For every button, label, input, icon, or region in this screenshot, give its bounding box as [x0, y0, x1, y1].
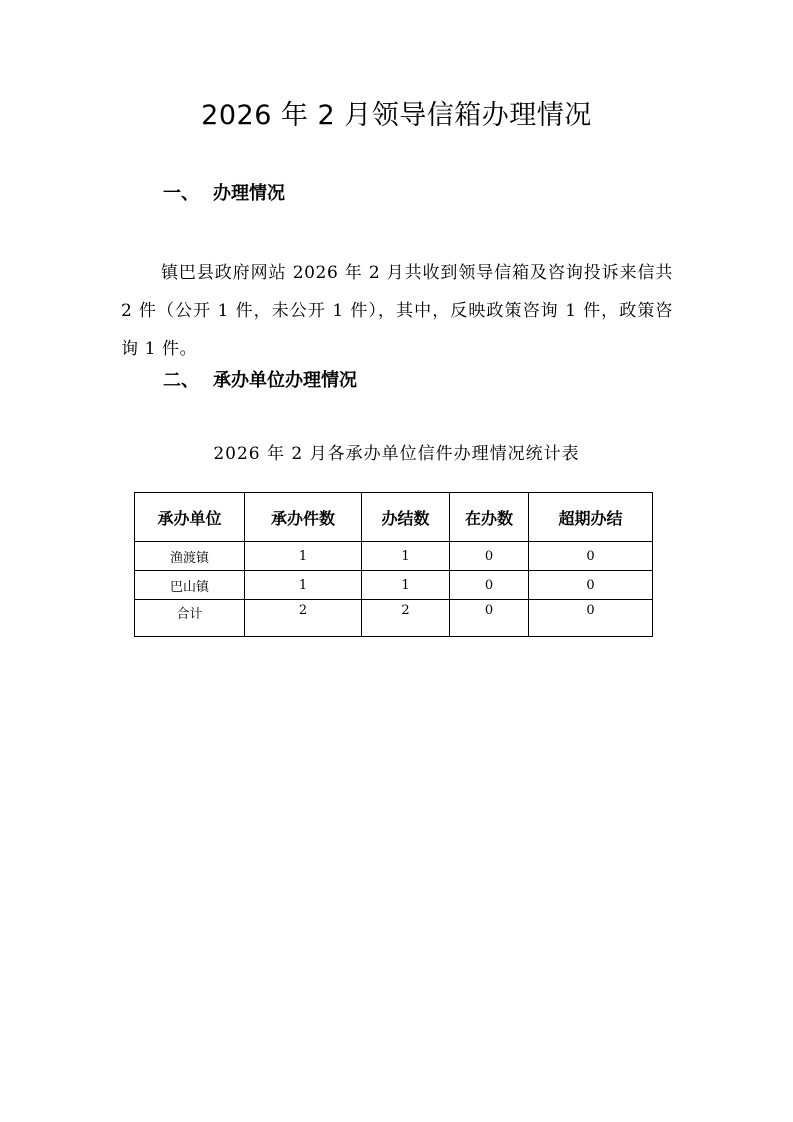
- header-total-count: 承办件数: [245, 493, 362, 542]
- header-overdue: 超期办结: [529, 493, 653, 542]
- section-number: 一、: [163, 183, 199, 204]
- cell-in-progress: 0: [450, 571, 529, 600]
- statistics-table: [134, 492, 653, 637]
- section-heading-handling: [163, 181, 285, 207]
- cell-unit: 巴山镇: [135, 571, 245, 600]
- header-completed: 办结数: [362, 493, 450, 542]
- cell-in-progress: 0: [450, 542, 529, 571]
- header-unit: 承办单位: [135, 493, 245, 542]
- cell-completed: 1: [362, 571, 450, 600]
- cell-overdue: 0: [529, 600, 653, 637]
- section-heading-text: 办理情况: [213, 183, 285, 204]
- table-caption: 2026 年 2 月各承办单位信件办理情况统计表: [213, 444, 580, 464]
- section-heading-text: 承办单位办理情况: [213, 370, 357, 391]
- cell-total-count: 1: [245, 542, 362, 571]
- summary-paragraph: 镇巴县政府网站 2026 年 2 月共收到领导信箱及咨询投诉来信共 2 件（公开 1 件，未公开 1 件），其中，反映政策咨询 1 件，政策咨询 1 件。: [121, 263, 673, 359]
- cell-completed: 1: [362, 542, 450, 571]
- cell-total-count: 1: [245, 571, 362, 600]
- table-row: [135, 571, 653, 600]
- cell-overdue: 0: [529, 542, 653, 571]
- cell-overdue: 0: [529, 571, 653, 600]
- section-number: 二、: [163, 370, 199, 391]
- table-row-total: [135, 600, 653, 637]
- cell-unit: 合计: [135, 600, 245, 637]
- cell-completed: 2: [362, 600, 450, 637]
- cell-in-progress: 0: [450, 600, 529, 637]
- section-heading-units: [163, 368, 357, 394]
- table-row: [135, 542, 653, 571]
- document-title: 2026 年 2 月领导信箱办理情况: [201, 100, 592, 131]
- cell-unit: 渔渡镇: [135, 542, 245, 571]
- table-header-row: [135, 493, 653, 542]
- header-in-progress: 在办数: [450, 493, 529, 542]
- cell-total-count: 2: [245, 600, 362, 637]
